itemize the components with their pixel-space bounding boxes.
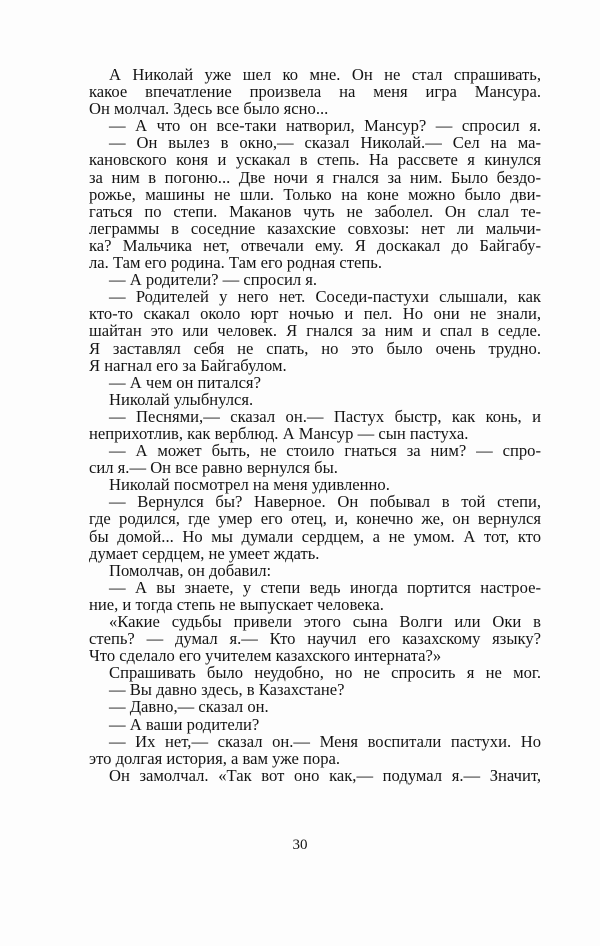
- text-line: — Вернулся бы? Наверное. Он побывал в той степи,: [109, 492, 541, 512]
- text-line: ние, и тогда степь не выпускает человека.: [89, 594, 384, 614]
- text-line: — Давно,— сказал он.: [109, 697, 269, 717]
- text-line: Николай улыбнулся.: [109, 389, 254, 409]
- text-line: кто-то скакал около юрт ночью и пел. Но они не знали,: [89, 304, 541, 324]
- text-line: Помолчав, он добавил:: [109, 560, 272, 580]
- text-line: кановского коня и ускакал в степь. На рассвете я кинулся: [89, 150, 541, 170]
- text-line: это долгая история, а вам уже пора.: [89, 748, 341, 768]
- text-line: Николай посмотрел на меня удивленно.: [109, 475, 390, 495]
- body-text: [89, 66, 541, 784]
- text-line: Спрашивать было неудобно, но не спросить я не мог.: [109, 663, 541, 683]
- text-line: где родился, где умер его отец, и, конечно же, он вернулся: [89, 509, 541, 529]
- text-line: Он замолчал. «Так вот оно как,— подумал я.— Значит,: [109, 765, 541, 785]
- text-line: — Он вылез в окно,— сказал Николай.— Сел на ма-: [109, 133, 541, 153]
- text-line: леграммы в соседние казахские совхозы: нет ли мальчи-: [89, 218, 541, 238]
- text-line: — Песнями,— сказал он.— Пастух быстр, как конь, и: [109, 406, 541, 426]
- text-line: Он молчал. Здесь все было ясно...: [89, 99, 329, 119]
- text-line: — Их нет,— сказал он.— Меня воспитали пастухи. Но: [109, 731, 541, 751]
- text-line: какое впечатление произвела на меня игра Мансура.: [89, 82, 541, 102]
- text-line: — Родителей у него нет. Соседи-пастухи слышали, как: [109, 287, 541, 307]
- text-line: рожье, машины не шли. Только на коне можно было дви-: [89, 184, 541, 204]
- text-line: думает сердцем, не умеет ждать.: [89, 543, 320, 563]
- text-line: «Какие судьбы привели этого сына Волги или Оки в: [109, 612, 541, 631]
- text-line: ка? Мальчика нет, отвечали ему. Я доскакал до Байгабу-: [89, 235, 541, 255]
- text-line: — А вы знаете, у степи ведь иногда портится настрое-: [109, 577, 541, 597]
- text-line: — А ваши родители?: [109, 714, 260, 734]
- text-line: гаться по степи. Маканов чуть не заболел. Он слал те-: [89, 201, 541, 221]
- text-line: — Вы давно здесь, в Казахстане?: [109, 680, 345, 700]
- text-line: сил я.— Он все равно вернулся бы.: [89, 458, 338, 478]
- text-line: Я заставлял себя не спать, но это было очень трудно.: [89, 338, 541, 358]
- text-line: ла. Там его родина. Там его родная степь.: [89, 253, 382, 273]
- page-number: 30: [292, 837, 308, 853]
- text-line: неприхотлив, как верблюд. А Мансур — сын пастуха.: [89, 423, 469, 443]
- text-line: за ним в погоню... Две ночи я гнался за ним. Было бездо-: [89, 167, 541, 187]
- text-line: — А чем он питался?: [109, 372, 261, 392]
- text-line: степь? — думал я.— Кто научил его казахскому языку?: [89, 629, 541, 649]
- text-line: бы домой... Но мы думали сердцем, а не умом. А тот, кто: [89, 526, 541, 546]
- text-line: — А родители? — спросил я.: [109, 270, 318, 290]
- text-line: Что сделало его учителем казахского интерната?»: [89, 646, 442, 666]
- text-line: А Николай уже шел ко мне. Он не стал спрашивать,: [109, 65, 541, 84]
- text-line: Я нагнал его за Байгабулом.: [89, 355, 287, 375]
- text-line: — А может быть, не стоило гнаться за ним? — спро-: [109, 441, 541, 461]
- text-line: — А что он все-таки натворил, Мансур? — спросил я.: [109, 116, 541, 136]
- text-line: шайтан это или человек. Я гнался за ним и спал в седле.: [89, 321, 541, 341]
